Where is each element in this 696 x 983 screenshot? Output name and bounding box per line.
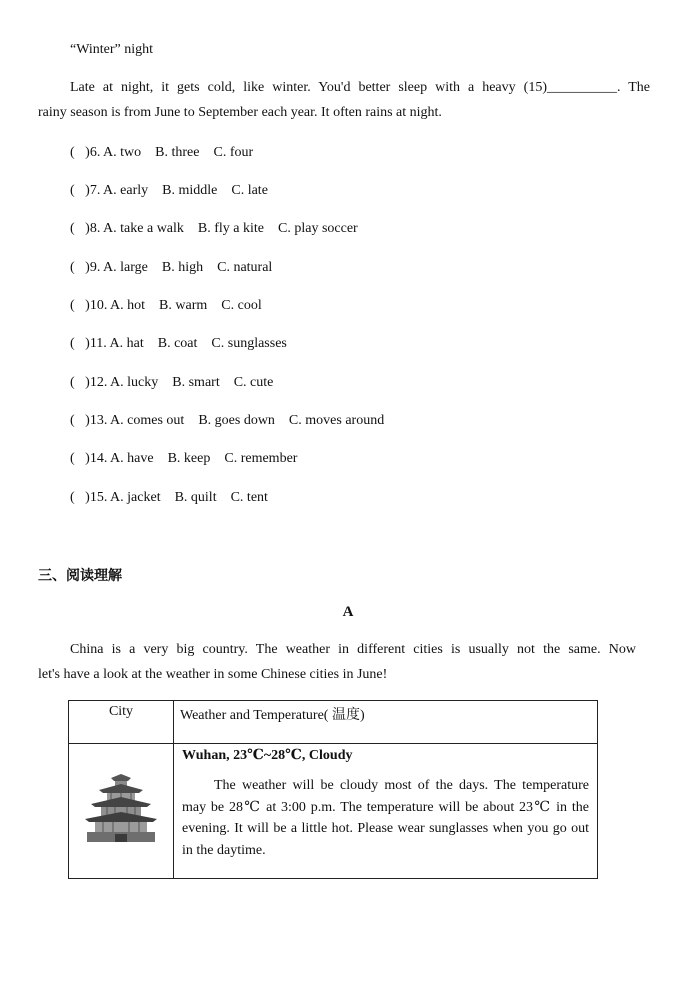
section-title: 三、阅读理解 xyxy=(38,568,122,584)
question-9: ( )9. A. large B. high C. natural xyxy=(70,260,273,275)
question-15: ( )15. A. jacket B. quilt C. tent xyxy=(70,490,268,505)
intro-line-2: let's have a look at the weather in some Chinese cities in June! xyxy=(38,667,388,682)
table-row xyxy=(69,744,598,879)
question-11: ( )11. A. hat B. coat C. sunglasses xyxy=(70,336,287,351)
question-7: ( )7. A. early B. middle C. late xyxy=(70,183,268,198)
header-city: City xyxy=(69,701,174,744)
question-12: ( )12. A. lucky B. smart C. cute xyxy=(70,375,274,390)
city-image-cell xyxy=(69,744,174,879)
passage-line-1: Late at night, it gets cold, like winter. You'd better sleep with a heavy (15)__________. The xyxy=(70,80,650,95)
city-weather-description: The weather will be cloudy most of the days. The temperature may be 28℃ at 3:00 p.m. The temperature will be about 23℃ in the evening. It will be a little hot. Please wear sunglasses when you go out in the daytime. xyxy=(182,778,589,858)
intro-line-1: China is a very big country. The weather in different cities is usually not the same. Now xyxy=(70,642,636,657)
header-weather: Weather and Temperature( 温度) xyxy=(174,701,598,744)
part-label: A xyxy=(342,604,354,620)
question-6: ( )6. A. two B. three C. four xyxy=(70,145,254,160)
question-10: ( )10. A. hot B. warm C. cool xyxy=(70,298,262,313)
question-13: ( )13. A. comes out B. goes down C. moves around xyxy=(70,413,385,428)
table-header-row xyxy=(69,701,598,744)
city-info-cell xyxy=(174,744,598,879)
passage-line-2: rainy season is from June to September each year. It often rains at night. xyxy=(38,105,442,120)
weather-table xyxy=(68,700,598,879)
yellow-crane-tower-icon xyxy=(81,772,161,846)
question-14: ( )14. A. have B. keep C. remember xyxy=(70,451,298,466)
passage-subtitle: “Winter” night xyxy=(70,42,154,57)
question-8: ( )8. A. take a walk B. fly a kite C. play soccer xyxy=(70,221,358,236)
city-weather-heading: Wuhan, 23℃~28℃, Cloudy xyxy=(182,748,353,763)
